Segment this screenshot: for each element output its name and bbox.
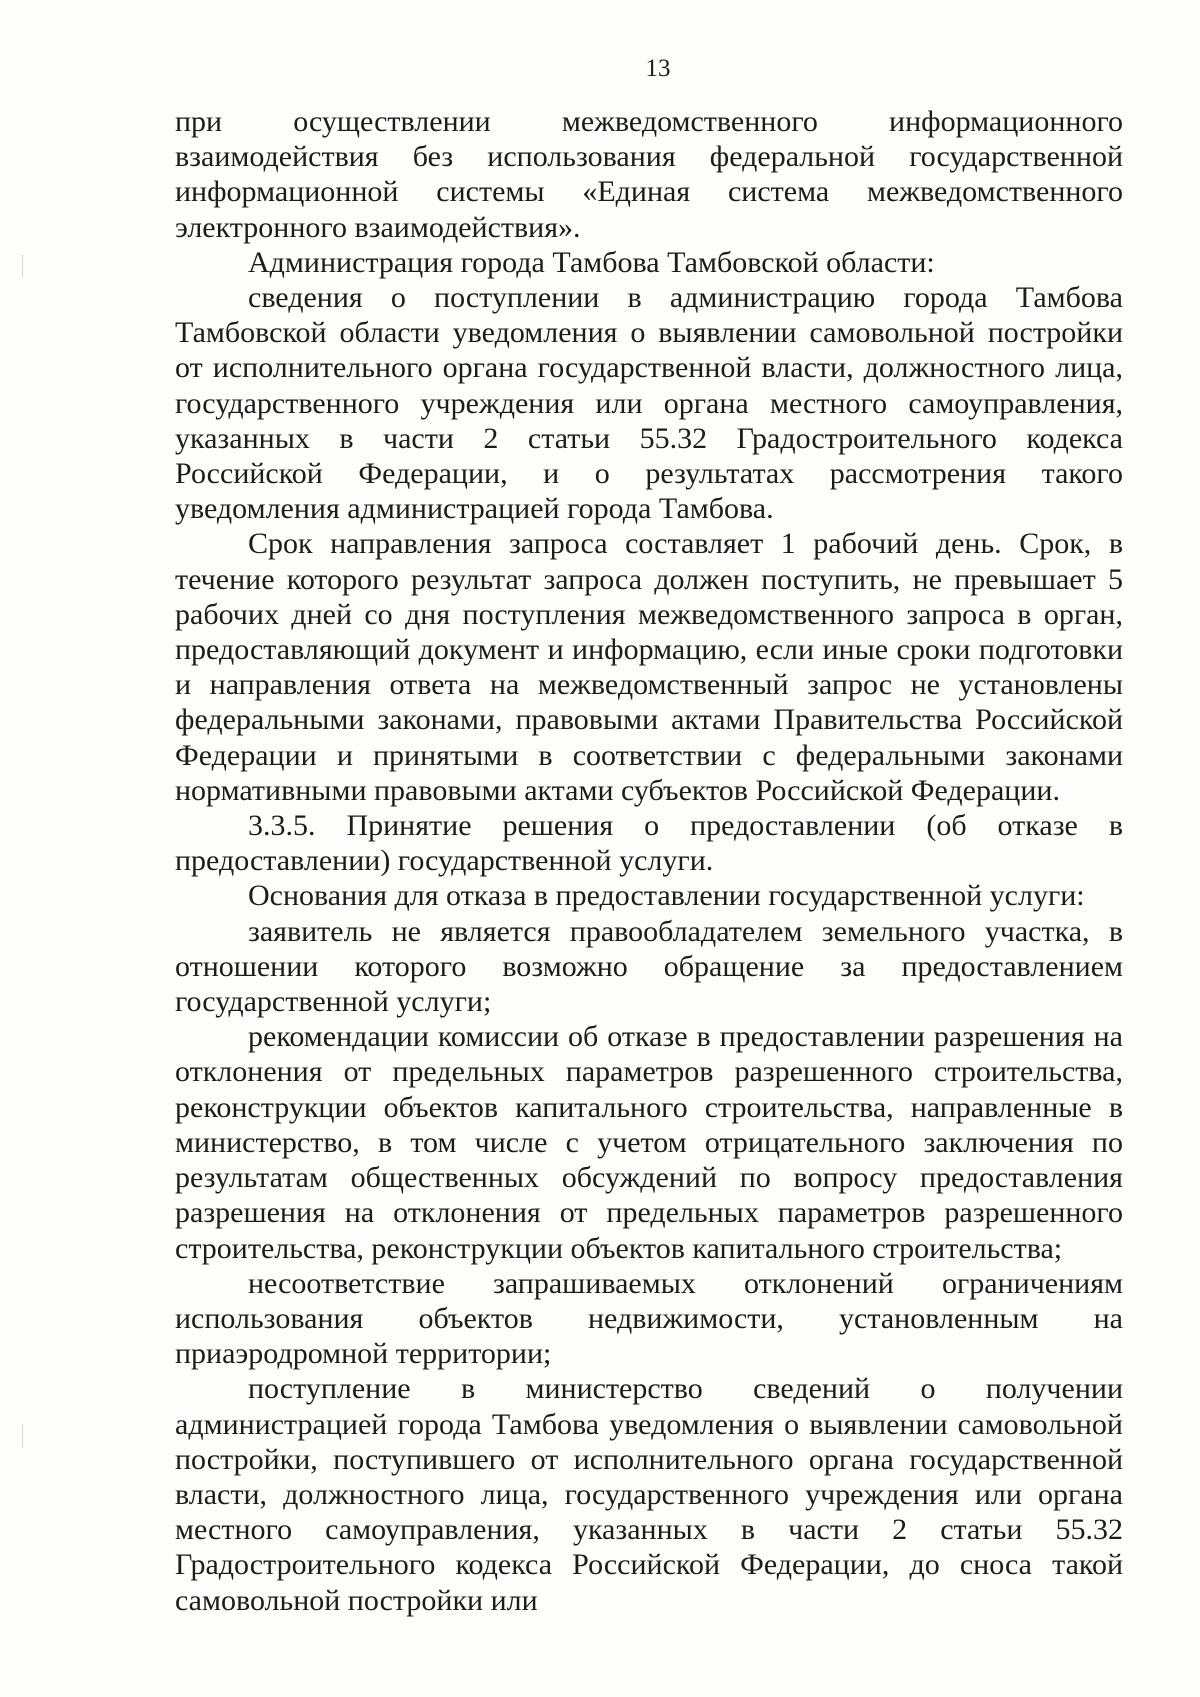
scan-edge-mark — [22, 255, 23, 277]
paragraph-continuation: при осуществлении межведомственного информационного взаимодействия без использования федеральной государственной информационной системы «Единая система межведомственного электронного взаимодействия». — [175, 105, 1123, 244]
paragraph-ground-airfield-restrictions: несоответствие запрашиваемых отклонений ограничениям использования объектов недвижимости, установленным на приаэродромной территории; — [175, 1266, 1123, 1371]
scan-edge-mark — [22, 1425, 23, 1447]
paragraph-request-deadline: Срок направления запроса составляет 1 рабочий день. Срок, в течение которого результат запроса должен поступить, не превышает 5 рабочих дней со дня поступления межведомственного запроса в орган, предоставляющий документ и информацию, если иные сроки подготовки и направления ответа на межведомственный запрос не установлены федеральными законами, правовыми актами Правительства Российской Федерации и принятыми в соответствии с федеральными законами нормативными правовыми актами субъектов Российской Федерации. — [175, 527, 1123, 807]
paragraph-refusal-grounds-heading: Основания для отказа в предоставлении государственной услуги: — [248, 879, 1085, 913]
paragraph-notification-info: сведения о поступлении в администрацию города Тамбова Тамбовской области уведомления о выявлении самовольной постройки от исполнительного органа государственной власти, должностного лица, государственного учреждения или органа местного самоуправления, указанных в части 2 статьи 55.32 Градостроительного кодекса Российской Федерации, и о результатах рассмотрения такого уведомления администрацией города Тамбова. — [175, 281, 1123, 526]
paragraph-ground-unauthorized-construction: поступление в министерство сведений о получении администрацией города Тамбова уведомления о выявлении самовольной постройки, поступившего от исполнительного органа государственной власти, должностного лица, государственного учреждения или органа местного самоуправления, указанных в части 2 статьи 55.32 Градостроительного кодекса Российской Федерации, до сноса такой самовольной постройки или — [175, 1372, 1123, 1617]
paragraph-ground-commission-recommendation: рекомендации комиссии об отказе в предоставлении разрешения на отклонения от предельных параметров разрешенного строительства, реконструкции объектов капитального строительства, направленные в министерство, в том числе с учетом отрицательного заключения по результатам общественных обсуждений по вопросу предоставления разрешения на отклонения от предельных параметров разрешенного строительства, реконструкции объектов капитального строительства; — [175, 1020, 1123, 1265]
paragraph-ground-not-rightholder: заявитель не является правообладателем земельного участка, в отношении которого возможно обращение за предоставлением государственной услуги; — [175, 914, 1123, 1019]
paragraph-administration-heading: Администрация города Тамбова Тамбовской области: — [248, 245, 935, 279]
paragraph-section-3-3-5: 3.3.5. Принятие решения о предоставлении (об отказе в предоставлении) государственной услуги. — [175, 809, 1123, 878]
page-number: 13 — [645, 55, 671, 82]
document-body — [175, 104, 1123, 1618]
